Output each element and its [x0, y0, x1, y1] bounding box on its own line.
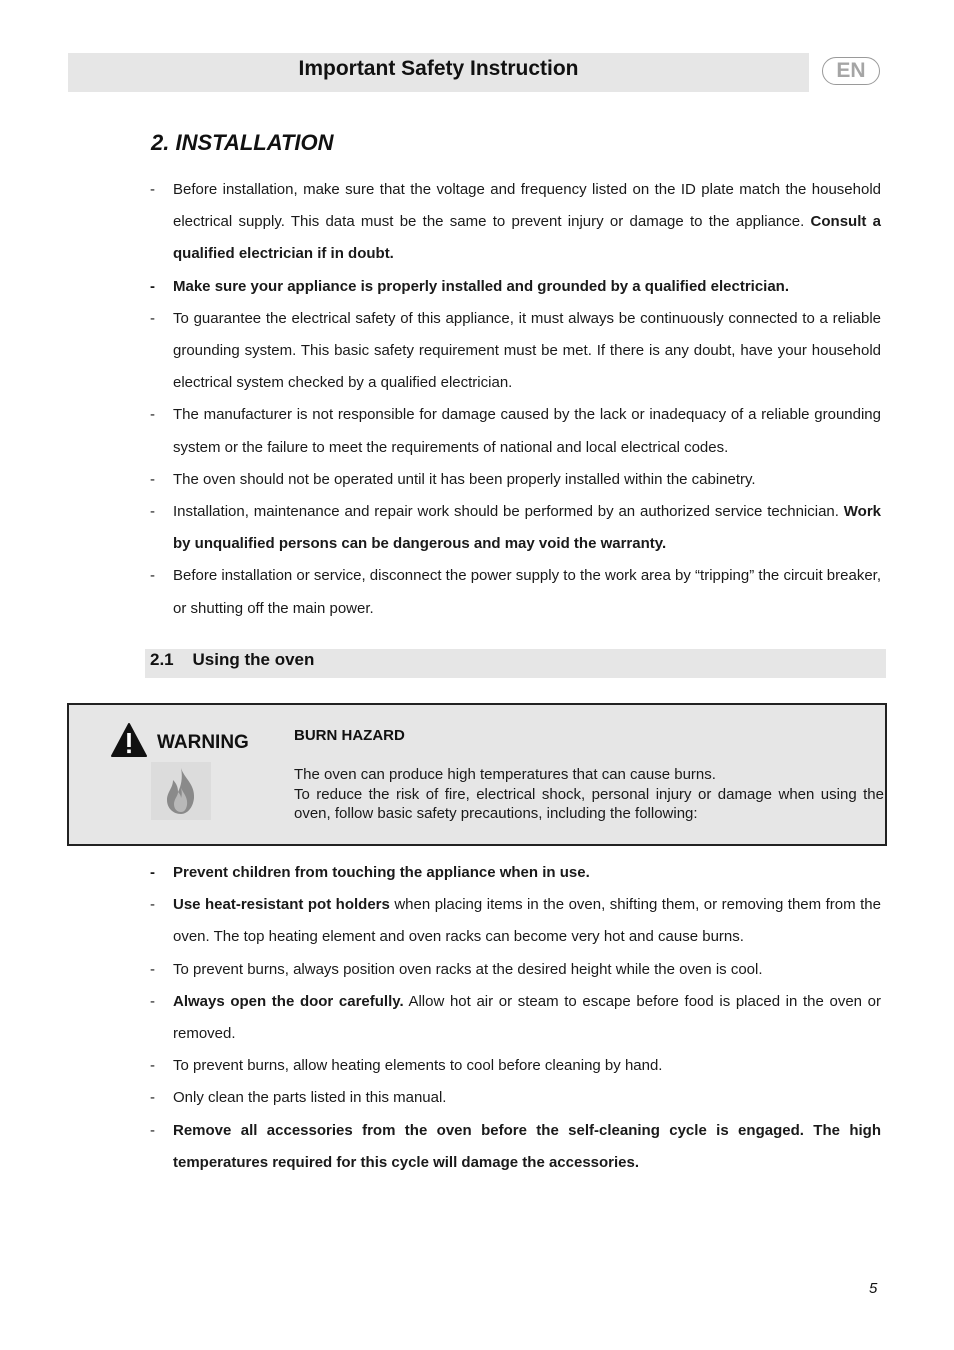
list-bullet: -	[150, 567, 155, 585]
list-bullet: -	[150, 309, 155, 327]
list-bullet: -	[150, 181, 155, 198]
subsection-title: 2.1 Using the oven	[150, 650, 315, 669]
item-bold-text: Make sure your appliance is properly installed and grounded by a qualified electrician.	[173, 277, 790, 295]
list-bullet: -	[150, 1121, 155, 1139]
flame-icon	[151, 762, 211, 820]
warning-line-2: To reduce the risk of fire, electrical shock, personal injury or damage when using the oven, follow basic safety precautions, including the following:	[294, 785, 884, 822]
subsection-bar	[145, 649, 886, 678]
installation-list	[0, 174, 954, 625]
list-item	[0, 174, 881, 271]
item-text: To prevent burns, allow heating elements to cool before cleaning by hand.	[173, 1057, 663, 1075]
item-text: Allow hot air or steam to escape before food is placed in the oven or removed.	[173, 992, 881, 1043]
list-item	[0, 303, 881, 400]
list-bullet: -	[150, 277, 155, 295]
warning-box	[67, 703, 887, 846]
list-bullet: -	[150, 896, 155, 914]
item-text: To prevent burns, always position oven racks at the desired height while the oven is cool.	[173, 960, 763, 978]
item-text: The manufacturer is not responsible for damage caused by the lack or inadequacy of a reliable grounding system or the failure to meet the requirements of national and local electrical codes.	[173, 406, 881, 456]
list-bullet: -	[150, 470, 155, 488]
language-badge: EN	[822, 57, 880, 85]
item-text: Installation, maintenance and repair work should be performed by an authorized service technician.	[173, 503, 844, 521]
item-text: when placing items in the oven, shifting them, or removing them from the oven. The top heating element and oven racks can become very hot and cause burns.	[173, 896, 881, 946]
item-text: Before installation or service, disconnect the power supply to the work area by “tripping” the circuit breaker, or shutting off the main power.	[173, 567, 881, 617]
list-bullet: -	[150, 503, 155, 521]
list-bullet: -	[150, 406, 155, 424]
item-bold-text: Use heat-resistant pot holders	[173, 896, 390, 914]
list-item	[0, 560, 881, 624]
item-bold-text: Consult a qualified electrician if in doubt.	[173, 213, 881, 263]
item-bold-text: Remove all accessories from the oven before the self-cleaning cycle is engaged. The high temperatures required for this cycle will damage the accessories.	[173, 1121, 881, 1171]
item-text: To guarantee the electrical safety of this appliance, it must always be continuously connected to a reliable grounding system. This basic safety requirement must be met. If there is any doubt, have your household electrical system checked by a qualified electrician.	[173, 309, 881, 392]
list-item	[0, 1082, 881, 1114]
list-item	[0, 496, 881, 560]
page-number: 5	[869, 1280, 878, 1297]
list-item	[0, 1115, 881, 1179]
item-bold-text: Always open the door carefully.	[173, 992, 404, 1010]
list-bullet: -	[150, 992, 155, 1010]
warning-line-1: The oven can produce high temperatures that can cause burns.	[294, 766, 716, 783]
item-bold-text: Work by unqualified persons can be dangerous and may void the warranty.	[173, 503, 881, 553]
list-item	[0, 986, 881, 1050]
list-item	[0, 889, 881, 953]
header-bar	[68, 53, 809, 92]
list-item	[0, 271, 881, 303]
warning-heading: BURN HAZARD	[294, 727, 405, 744]
list-item	[0, 954, 881, 986]
item-text: Only clean the parts listed in this manual.	[173, 1089, 447, 1107]
warning-icon	[111, 722, 147, 758]
item-bold-text: Prevent children from touching the appliance when in use.	[173, 864, 590, 881]
warning-label: WARNING	[157, 732, 249, 753]
list-bullet: -	[150, 960, 155, 978]
list-item	[0, 399, 881, 463]
warning-text	[294, 765, 884, 824]
section-title: 2. INSTALLATION	[151, 130, 334, 155]
list-item	[0, 857, 881, 889]
list-item	[0, 464, 881, 496]
list-item	[0, 1050, 881, 1082]
list-bullet: -	[150, 1057, 155, 1075]
item-text: Before installation, make sure that the voltage and frequency listed on the ID plate match the household electrical supply. This data must be the same to prevent injury or damage to the appliance.	[173, 181, 881, 231]
page-header-title: Important Safety Instruction	[298, 57, 579, 80]
list-bullet: -	[150, 864, 155, 881]
list-bullet: -	[150, 1089, 155, 1107]
item-text: The oven should not be operated until it has been properly installed within the cabinetry.	[173, 470, 756, 488]
oven-usage-list	[0, 857, 954, 1179]
